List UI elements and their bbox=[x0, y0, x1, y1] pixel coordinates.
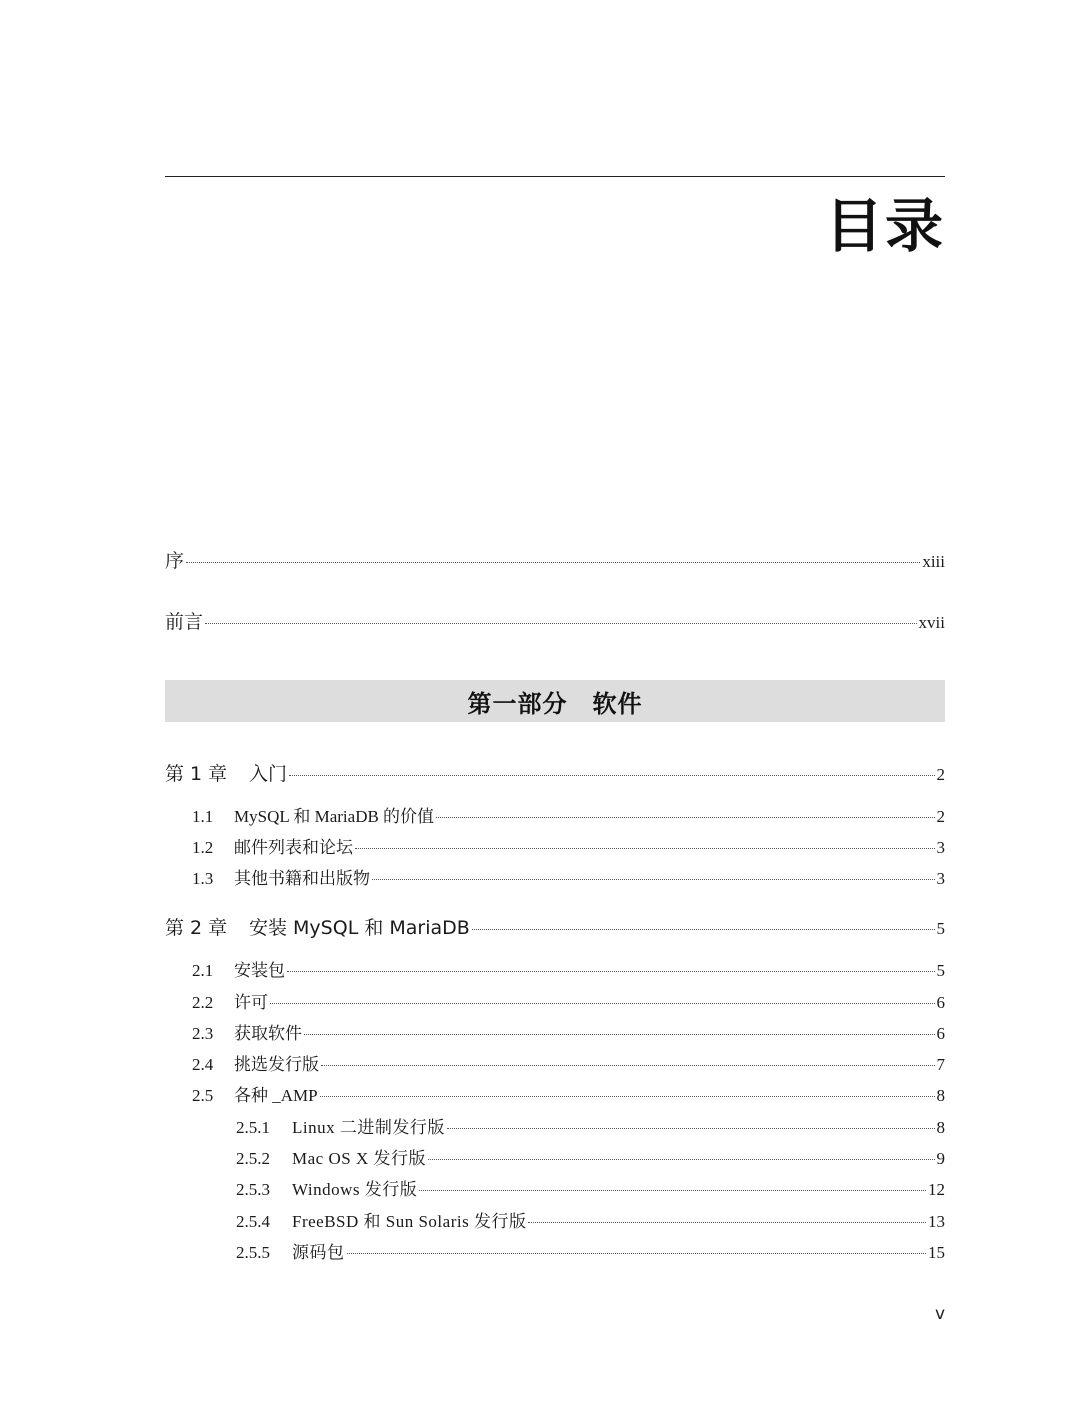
page-number: v bbox=[934, 1304, 945, 1324]
entry-page: 5 bbox=[936, 919, 945, 938]
section-title: 挑选发行版 bbox=[234, 1055, 319, 1074]
dot-leader bbox=[419, 1190, 926, 1191]
dot-leader bbox=[347, 1253, 927, 1254]
dot-leader bbox=[372, 879, 935, 880]
dot-leader bbox=[436, 817, 934, 818]
dot-leader bbox=[270, 1003, 935, 1004]
entry-page: 8 bbox=[936, 1086, 945, 1105]
entry-page: 8 bbox=[936, 1118, 945, 1137]
entry-page: 2 bbox=[936, 765, 945, 784]
section-title: 其他书籍和出版物 bbox=[234, 869, 370, 888]
toc-section-2-3[interactable] bbox=[192, 1019, 945, 1044]
toc-section-2-4[interactable] bbox=[192, 1050, 945, 1075]
entry-page: 13 bbox=[928, 1212, 945, 1231]
chapter-title: 入门 bbox=[249, 763, 288, 785]
entry-page: 15 bbox=[928, 1243, 945, 1262]
dot-leader bbox=[472, 929, 935, 930]
entry-title: 序 bbox=[165, 550, 185, 572]
toc-subsection-2-5-1[interactable] bbox=[236, 1113, 945, 1138]
toc-entry-preface-foreword[interactable] bbox=[165, 546, 945, 573]
part-heading-band bbox=[165, 680, 945, 722]
subsection-number: 2.5.2 bbox=[236, 1149, 270, 1168]
chapter-number: 第 2 章 bbox=[165, 917, 228, 939]
section-number: 1.2 bbox=[192, 838, 214, 857]
toc-section-2-1[interactable] bbox=[192, 956, 945, 981]
section-number: 2.5 bbox=[192, 1086, 214, 1105]
page-title: 目录 bbox=[824, 192, 945, 260]
entry-page: 3 bbox=[936, 869, 945, 888]
dot-leader bbox=[304, 1034, 935, 1035]
toc-subsection-2-5-2[interactable] bbox=[236, 1144, 945, 1169]
dot-leader bbox=[320, 1096, 935, 1097]
toc-section-1-1[interactable] bbox=[192, 802, 945, 827]
entry-page: xvii bbox=[918, 613, 945, 632]
chapter-number: 第 1 章 bbox=[165, 763, 228, 785]
dot-leader bbox=[355, 848, 935, 849]
section-title: MySQL 和 MariaDB 的价值 bbox=[234, 807, 435, 826]
entry-page: 5 bbox=[936, 961, 945, 980]
entry-title: 前言 bbox=[165, 611, 204, 633]
entry-page: 6 bbox=[936, 993, 945, 1012]
dot-leader bbox=[205, 623, 917, 624]
subsection-title: Mac OS X 发行版 bbox=[292, 1149, 426, 1168]
dot-leader bbox=[321, 1065, 935, 1066]
dot-leader bbox=[428, 1159, 935, 1160]
dot-leader bbox=[289, 775, 934, 776]
subsection-title: Linux 二进制发行版 bbox=[292, 1118, 445, 1137]
section-number: 2.3 bbox=[192, 1024, 214, 1043]
entry-page: xiii bbox=[922, 552, 945, 571]
entry-page: 7 bbox=[936, 1055, 945, 1074]
section-number: 1.3 bbox=[192, 869, 214, 888]
toc-section-2-2[interactable] bbox=[192, 988, 945, 1013]
subsection-number: 2.5.1 bbox=[236, 1118, 270, 1137]
part-title: 第一部分 软件 bbox=[467, 688, 643, 718]
subsection-number: 2.5.5 bbox=[236, 1243, 270, 1262]
toc-entry-preface[interactable] bbox=[165, 607, 945, 634]
chapter-title: 安装 MySQL 和 MariaDB bbox=[249, 917, 470, 939]
entry-page: 2 bbox=[936, 807, 945, 826]
subsection-number: 2.5.4 bbox=[236, 1212, 270, 1231]
toc-chapter-1[interactable] bbox=[165, 759, 945, 786]
toc-subsection-2-5-5[interactable] bbox=[236, 1238, 945, 1263]
section-title: 许可 bbox=[234, 993, 268, 1012]
toc-section-2-5[interactable] bbox=[192, 1081, 945, 1106]
title-rule bbox=[165, 176, 945, 177]
section-number: 2.1 bbox=[192, 961, 214, 980]
subsection-title: FreeBSD 和 Sun Solaris 发行版 bbox=[292, 1212, 527, 1231]
entry-page: 6 bbox=[936, 1024, 945, 1043]
section-number: 2.2 bbox=[192, 993, 214, 1012]
toc-subsection-2-5-4[interactable] bbox=[236, 1207, 945, 1232]
subsection-number: 2.5.3 bbox=[236, 1180, 270, 1199]
section-number: 2.4 bbox=[192, 1055, 214, 1074]
dot-leader bbox=[186, 562, 920, 563]
toc-subsection-2-5-3[interactable] bbox=[236, 1175, 945, 1200]
subsection-title: Windows 发行版 bbox=[292, 1180, 418, 1199]
subsection-title: 源码包 bbox=[292, 1243, 345, 1262]
entry-page: 9 bbox=[936, 1149, 945, 1168]
entry-page: 12 bbox=[928, 1180, 945, 1199]
section-title: 安装包 bbox=[234, 961, 285, 980]
dot-leader bbox=[447, 1128, 935, 1129]
dot-leader bbox=[528, 1222, 926, 1223]
section-title: 获取软件 bbox=[234, 1024, 302, 1043]
toc-chapter-2[interactable] bbox=[165, 913, 945, 940]
section-title: 各种 _AMP bbox=[234, 1086, 318, 1105]
section-number: 1.1 bbox=[192, 807, 214, 826]
toc-section-1-2[interactable] bbox=[192, 833, 945, 858]
section-title: 邮件列表和论坛 bbox=[234, 838, 353, 857]
toc-section-1-3[interactable] bbox=[192, 864, 945, 889]
dot-leader bbox=[287, 971, 935, 972]
entry-page: 3 bbox=[936, 838, 945, 857]
